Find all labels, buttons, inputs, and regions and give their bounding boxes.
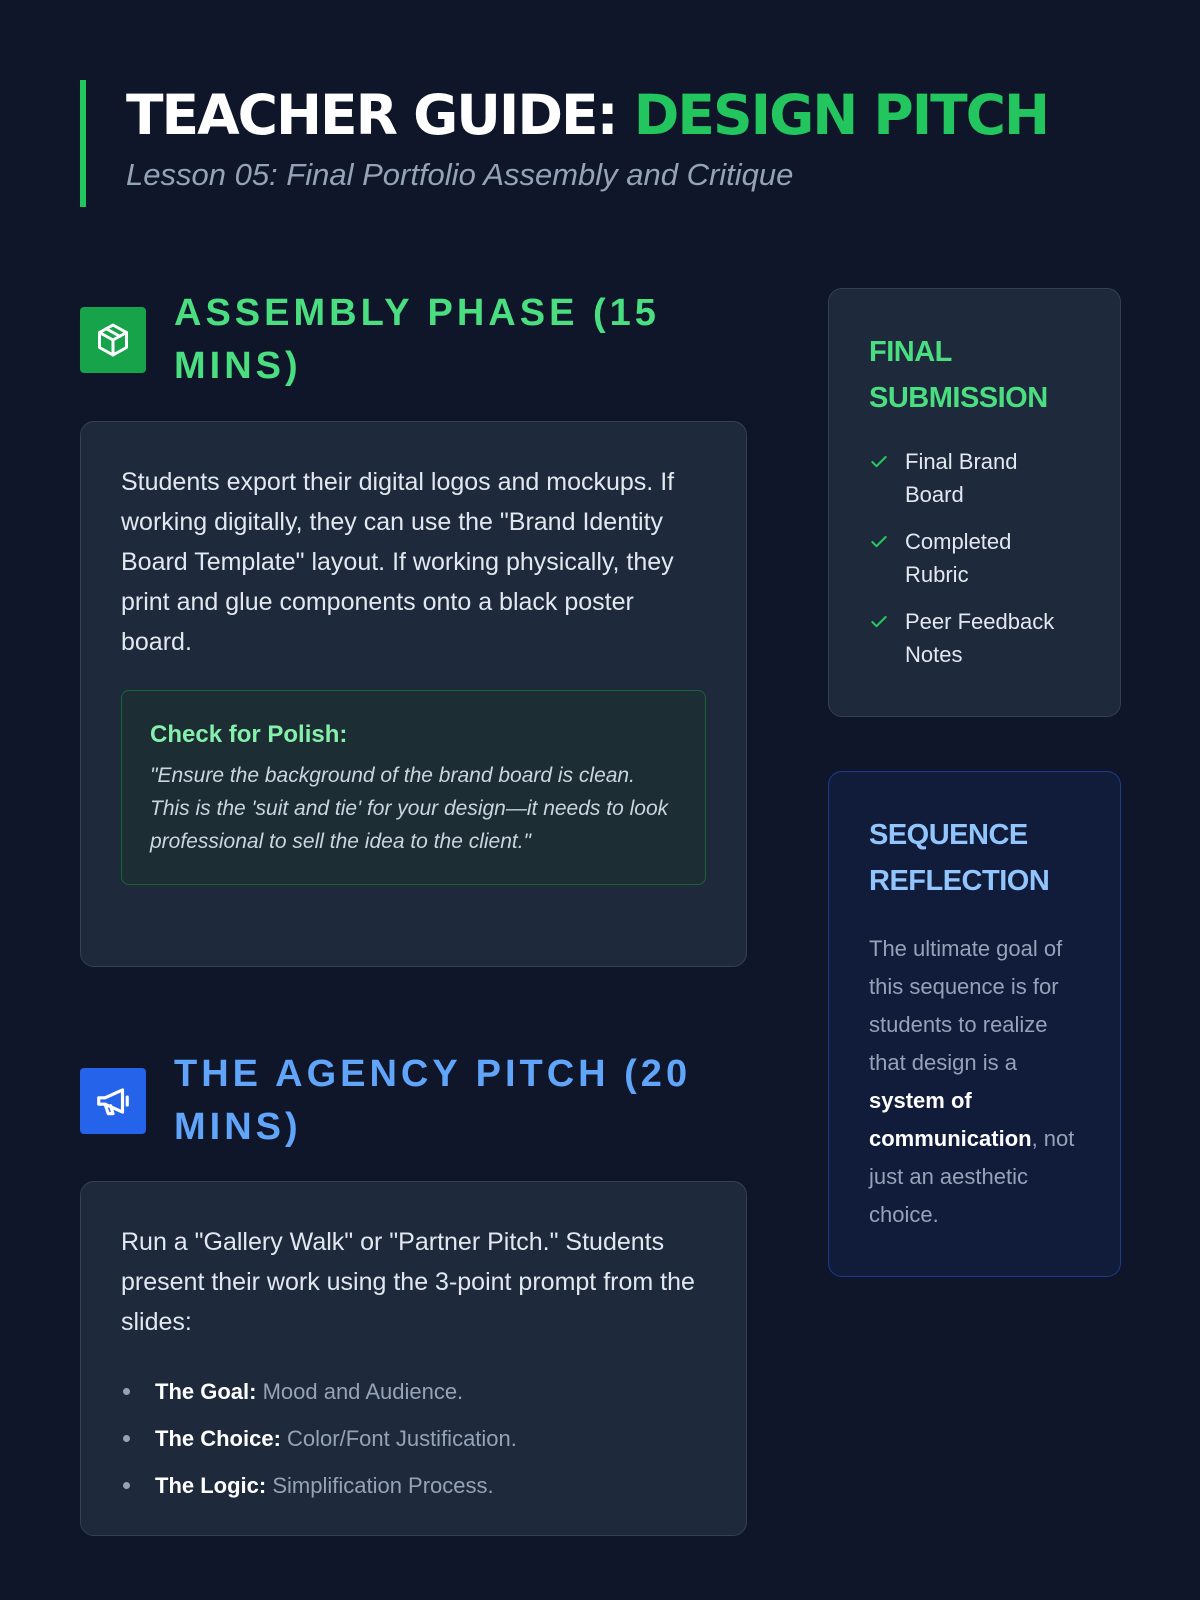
pitch-card bbox=[80, 1181, 747, 1536]
list-item bbox=[121, 1415, 706, 1462]
checklist-label: Final Brand Board bbox=[905, 449, 1018, 507]
reflection-text-after: , not just an aesthetic choice. bbox=[869, 1126, 1075, 1227]
page-header bbox=[80, 80, 1048, 207]
checklist-item bbox=[869, 605, 1080, 671]
submission-heading: FINAL SUBMISSION bbox=[869, 336, 1048, 414]
check-icon bbox=[869, 445, 889, 478]
reflection-text-bold: system of communication bbox=[869, 1088, 1032, 1151]
point-label: The Choice: bbox=[155, 1426, 281, 1451]
reflection-text-before: The ultimate goal of this sequence is for students to realize that design is a bbox=[869, 936, 1063, 1075]
checklist-label: Peer Feedback Notes bbox=[905, 609, 1055, 667]
final-submission-card bbox=[828, 288, 1121, 717]
point-text: Color/Font Justification. bbox=[280, 1426, 517, 1451]
polish-quote: "Ensure the background of the brand board is clean. This is the 'suit and tie' for your design—it needs to look professional to sell the idea to the client." bbox=[150, 764, 669, 853]
checklist-label: Completed Rubric bbox=[905, 529, 1012, 587]
assembly-card bbox=[80, 421, 747, 967]
polish-callout bbox=[121, 690, 706, 885]
pitch-section-header bbox=[80, 1048, 734, 1154]
reflection-text bbox=[869, 930, 1080, 1234]
pitch-points-list bbox=[121, 1368, 706, 1509]
assembly-body: Students export their digital logos and mockups. If working digitally, they can use the "Brand Identity Board Template" layout. If working physically, they print and glue components onto a black poster board. bbox=[121, 468, 675, 656]
page-title bbox=[126, 83, 1049, 147]
sequence-reflection-card bbox=[828, 771, 1121, 1277]
point-text: Mood and Audience. bbox=[256, 1379, 464, 1404]
polish-title: Check for Polish: bbox=[150, 721, 348, 748]
point-label: The Goal: bbox=[155, 1379, 257, 1404]
point-text: Simplification Process. bbox=[266, 1473, 494, 1498]
checklist-item bbox=[869, 445, 1080, 511]
point-label: The Logic: bbox=[155, 1473, 267, 1498]
list-item bbox=[121, 1462, 706, 1509]
title-accent: DESIGN PITCH bbox=[633, 83, 1049, 147]
assembly-section-header bbox=[80, 287, 734, 393]
check-icon bbox=[869, 605, 889, 638]
check-icon bbox=[869, 525, 889, 558]
list-item bbox=[121, 1368, 706, 1415]
assembly-heading: ASSEMBLY PHASE (15 MINS) bbox=[174, 292, 660, 387]
title-main: TEACHER GUIDE: bbox=[126, 83, 634, 147]
checklist-item bbox=[869, 525, 1080, 591]
page-subtitle: Lesson 05: Final Portfolio Assembly and Critique bbox=[126, 157, 794, 192]
pitch-heading: THE AGENCY PITCH (20 MINS) bbox=[174, 1053, 692, 1148]
submission-checklist bbox=[869, 445, 1080, 671]
reflection-heading: SEQUENCE REFLECTION bbox=[869, 819, 1050, 897]
pitch-body: Run a "Gallery Walk" or "Partner Pitch." Students present their work using the 3-point prompt from the slides: bbox=[121, 1228, 695, 1336]
megaphone-icon bbox=[80, 1068, 146, 1134]
box-icon bbox=[80, 307, 146, 373]
